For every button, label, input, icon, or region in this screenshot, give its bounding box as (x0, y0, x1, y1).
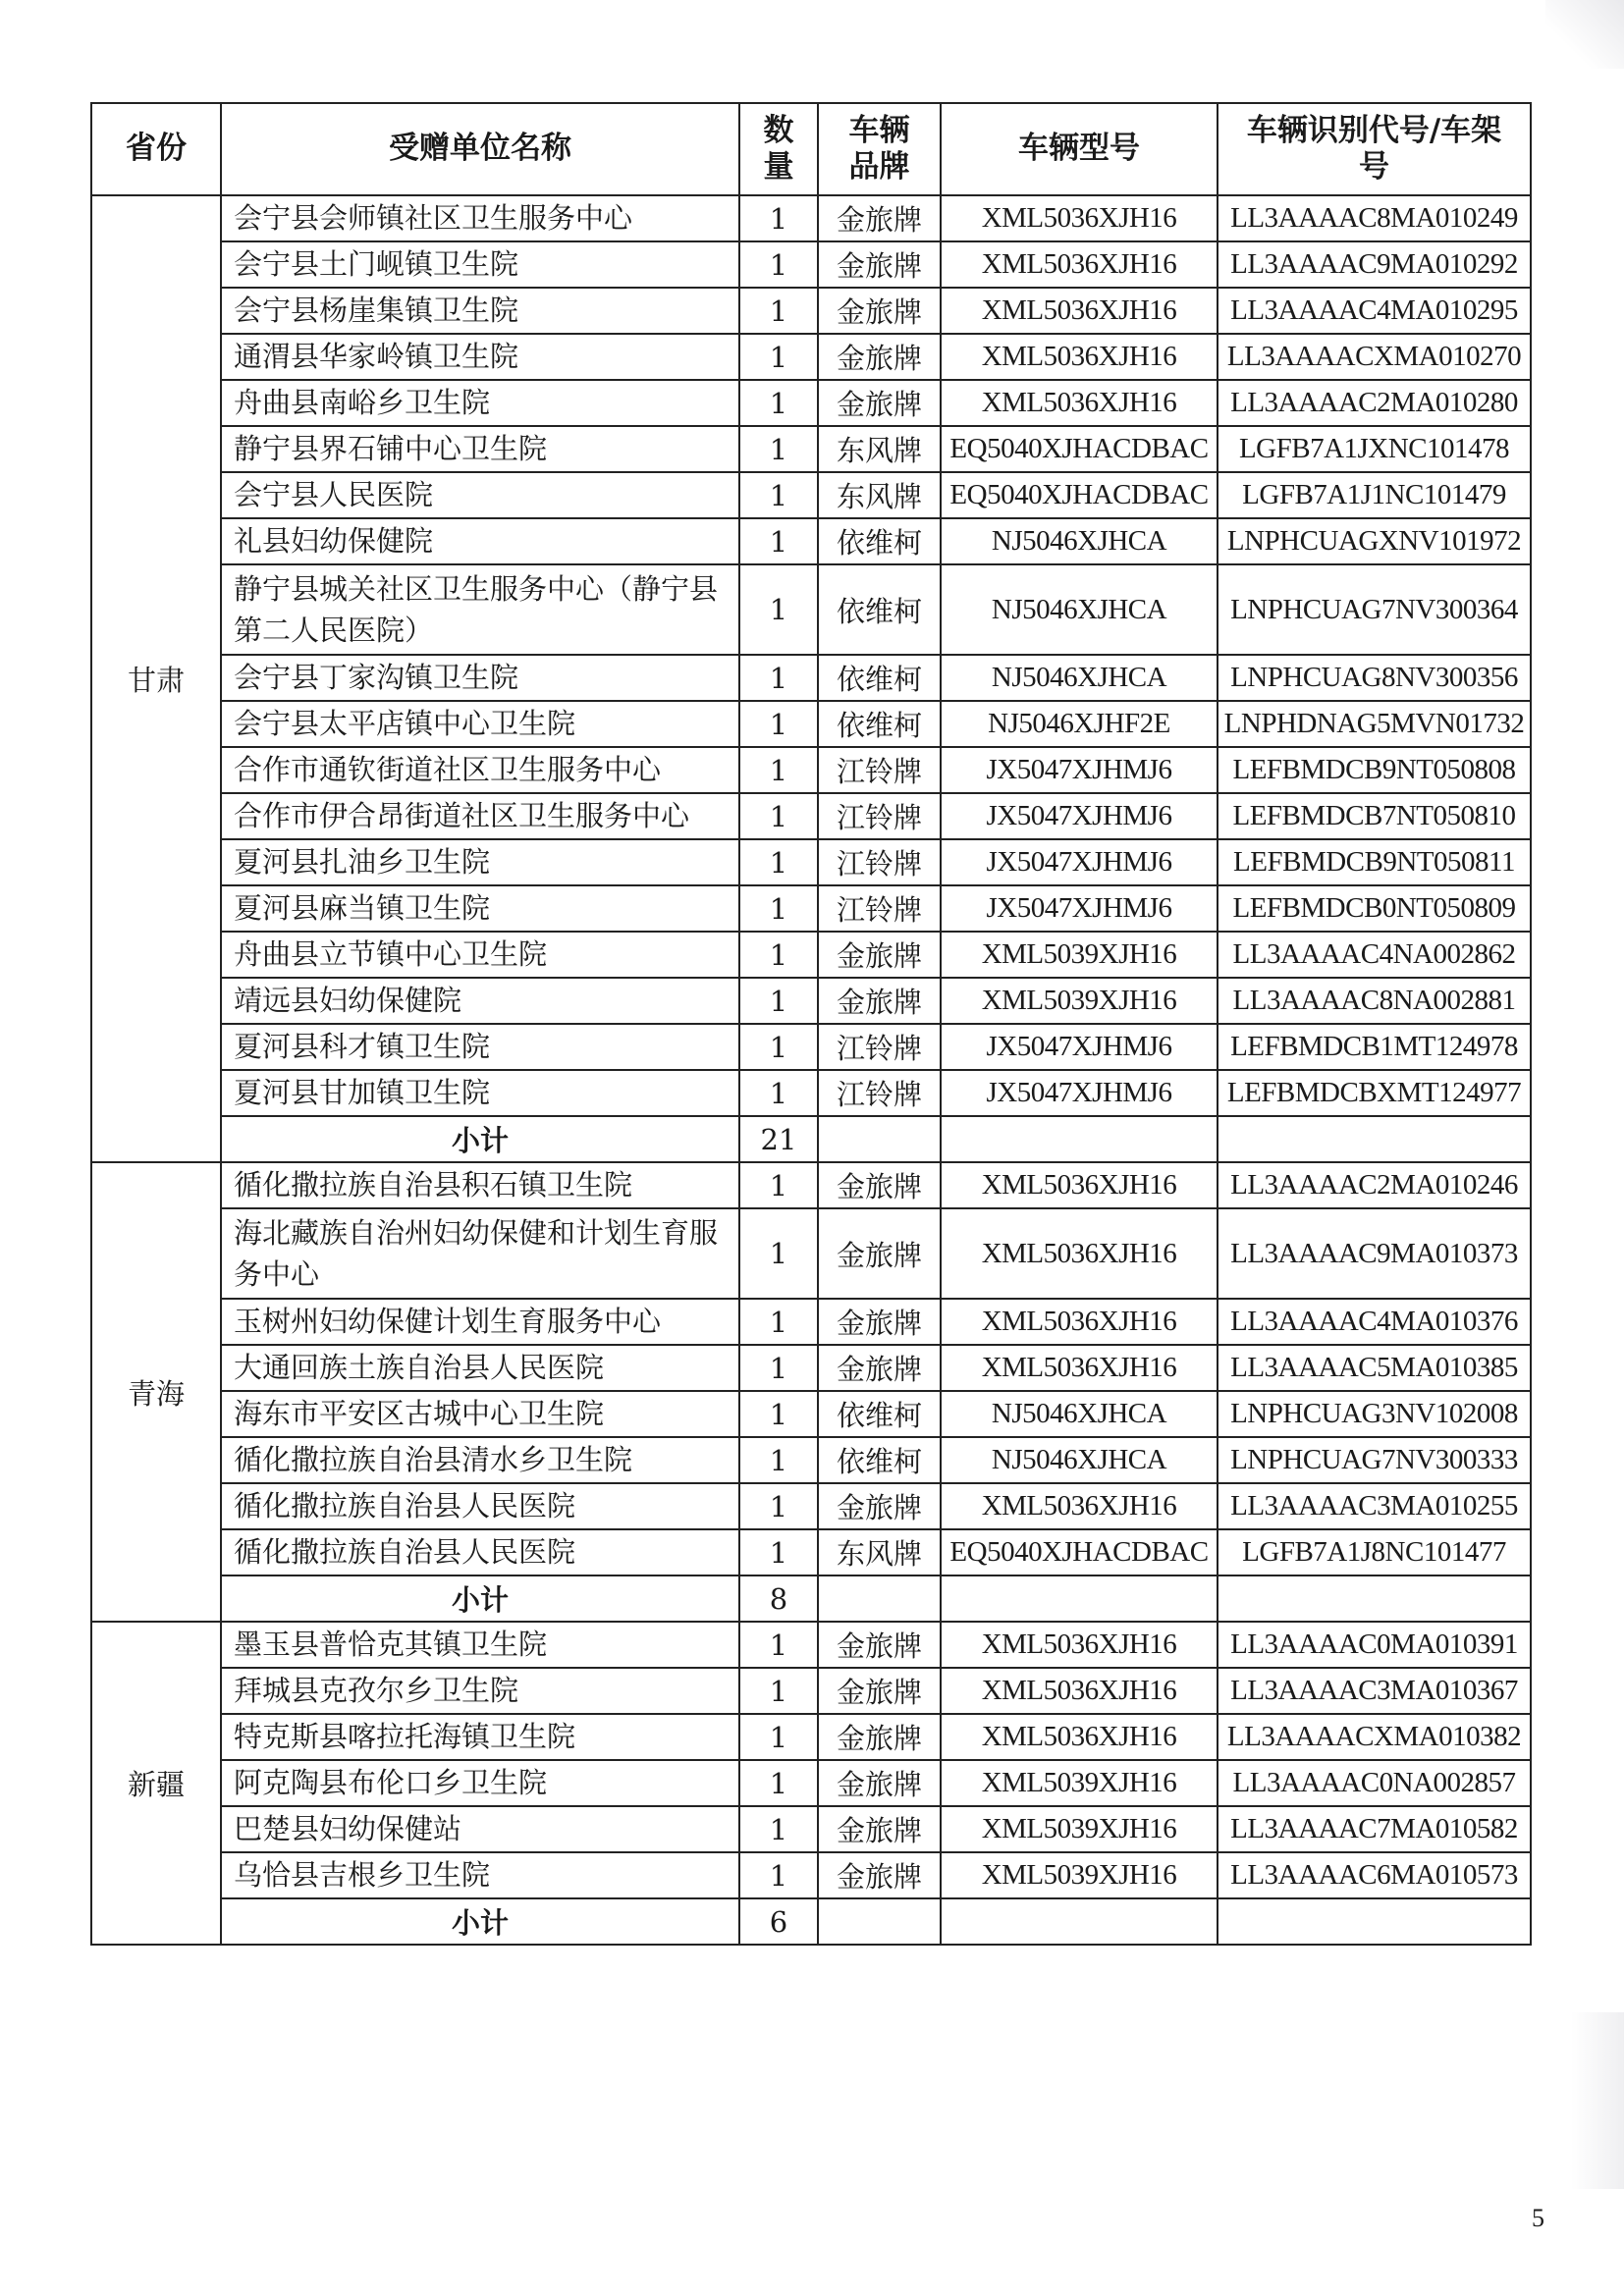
table-row (91, 241, 1531, 288)
vin-cell: LEFBMDCB9NT050811 (1218, 839, 1531, 885)
unit-name-cell: 静宁县城关社区卫生服务中心（静宁县第二人民医院） (221, 564, 739, 655)
vin-cell: LNPHCUAG3NV102008 (1218, 1391, 1531, 1437)
vin-cell: LNPHCUAGXNV101972 (1218, 518, 1531, 564)
brand-cell: 依维柯 (818, 701, 941, 747)
unit-name-cell: 舟曲县立节镇中心卫生院 (221, 932, 739, 978)
unit-name-cell: 礼县妇幼保健院 (221, 518, 739, 564)
vin-cell: LL3AAAAC3MA010367 (1218, 1668, 1531, 1714)
quantity-cell: 1 (739, 195, 818, 241)
model-cell: NJ5046XJHCA (941, 518, 1218, 564)
table-row (91, 1162, 1531, 1208)
empty-cell (1218, 1575, 1531, 1622)
subtotal-row (91, 1116, 1531, 1162)
quantity-cell: 1 (739, 1024, 818, 1070)
table-row (91, 701, 1531, 747)
quantity-cell: 1 (739, 1345, 818, 1391)
unit-name-cell: 乌恰县吉根乡卫生院 (221, 1852, 739, 1898)
quantity-cell: 1 (739, 564, 818, 655)
table-body (91, 195, 1531, 1945)
empty-cell (941, 1898, 1218, 1945)
quantity-cell: 1 (739, 1852, 818, 1898)
brand-cell: 金旅牌 (818, 195, 941, 241)
quantity-cell: 1 (739, 655, 818, 701)
table-row (91, 1806, 1531, 1852)
unit-name-cell: 海东市平安区古城中心卫生院 (221, 1391, 739, 1437)
table-row (91, 518, 1531, 564)
model-cell: NJ5046XJHCA (941, 655, 1218, 701)
empty-cell (818, 1116, 941, 1162)
brand-cell: 江铃牌 (818, 885, 941, 932)
quantity-cell: 1 (739, 334, 818, 380)
brand-cell: 江铃牌 (818, 1024, 941, 1070)
brand-cell: 金旅牌 (818, 1162, 941, 1208)
model-cell: XML5036XJH16 (941, 1622, 1218, 1668)
quantity-cell: 1 (739, 380, 818, 426)
quantity-cell: 1 (739, 1162, 818, 1208)
brand-cell: 金旅牌 (818, 978, 941, 1024)
vin-cell: LL3AAAAC6MA010573 (1218, 1852, 1531, 1898)
quantity-cell: 1 (739, 1483, 818, 1529)
model-cell: JX5047XJHMJ6 (941, 885, 1218, 932)
vin-cell: LL3AAAAC3MA010255 (1218, 1483, 1531, 1529)
unit-name-cell: 大通回族土族自治县人民医院 (221, 1345, 739, 1391)
unit-name-cell: 通渭县华家岭镇卫生院 (221, 334, 739, 380)
table-row (91, 426, 1531, 472)
model-cell: XML5036XJH16 (941, 1668, 1218, 1714)
vin-cell: LGFB7A1J1NC101479 (1218, 472, 1531, 518)
province-cell: 新疆 (91, 1622, 221, 1945)
empty-cell (818, 1575, 941, 1622)
quantity-cell: 1 (739, 1668, 818, 1714)
table-row (91, 932, 1531, 978)
model-cell: XML5036XJH16 (941, 1714, 1218, 1760)
model-cell: XML5036XJH16 (941, 288, 1218, 334)
scan-shadow-bottom (1565, 2012, 1624, 2189)
unit-name-cell: 合作市伊合昂街道社区卫生服务中心 (221, 793, 739, 839)
table-header-row (91, 103, 1531, 195)
table-row (91, 1483, 1531, 1529)
vin-cell: LNPHDNAG5MVN01732 (1218, 701, 1531, 747)
scan-shadow-top (1545, 0, 1624, 69)
model-cell: XML5039XJH16 (941, 1806, 1218, 1852)
brand-cell: 依维柯 (818, 655, 941, 701)
model-cell: NJ5046XJHF2E (941, 701, 1218, 747)
brand-cell: 金旅牌 (818, 1852, 941, 1898)
unit-name-cell: 夏河县科才镇卫生院 (221, 1024, 739, 1070)
vin-cell: LNPHCUAG7NV300333 (1218, 1437, 1531, 1483)
quantity-cell: 1 (739, 1070, 818, 1116)
vin-cell: LL3AAAAC8MA010249 (1218, 195, 1531, 241)
brand-cell: 依维柯 (818, 518, 941, 564)
quantity-cell: 1 (739, 1437, 818, 1483)
vin-cell: LL3AAAAC2MA010280 (1218, 380, 1531, 426)
model-cell: XML5036XJH16 (941, 1162, 1218, 1208)
table-row (91, 1070, 1531, 1116)
model-cell: XML5039XJH16 (941, 978, 1218, 1024)
header-quantity: 数 量 (739, 103, 818, 195)
quantity-cell: 1 (739, 1391, 818, 1437)
header-province: 省份 (91, 103, 221, 195)
quantity-cell: 1 (739, 1208, 818, 1299)
unit-name-cell: 静宁县界石铺中心卫生院 (221, 426, 739, 472)
unit-name-cell: 循化撒拉族自治县清水乡卫生院 (221, 1437, 739, 1483)
model-cell: NJ5046XJHCA (941, 1391, 1218, 1437)
unit-name-cell: 循化撒拉族自治县人民医院 (221, 1529, 739, 1575)
unit-name-cell: 巴楚县妇幼保健站 (221, 1806, 739, 1852)
empty-cell (818, 1898, 941, 1945)
vin-cell: LL3AAAACXMA010270 (1218, 334, 1531, 380)
unit-name-cell: 舟曲县南峪乡卫生院 (221, 380, 739, 426)
quantity-cell: 1 (739, 793, 818, 839)
unit-name-cell: 特克斯县喀拉托海镇卫生院 (221, 1714, 739, 1760)
table-row (91, 885, 1531, 932)
table-row (91, 793, 1531, 839)
brand-cell: 金旅牌 (818, 1714, 941, 1760)
quantity-cell: 1 (739, 426, 818, 472)
vin-cell: LL3AAAAC2MA010246 (1218, 1162, 1531, 1208)
model-cell: JX5047XJHMJ6 (941, 747, 1218, 793)
model-cell: JX5047XJHMJ6 (941, 793, 1218, 839)
unit-name-cell: 玉树州妇幼保健计划生育服务中心 (221, 1299, 739, 1345)
donation-vehicle-table (90, 102, 1532, 1946)
brand-cell: 金旅牌 (818, 1668, 941, 1714)
unit-name-cell: 墨玉县普恰克其镇卫生院 (221, 1622, 739, 1668)
brand-cell: 东风牌 (818, 1529, 941, 1575)
brand-cell: 金旅牌 (818, 380, 941, 426)
vin-cell: LL3AAAAC4MA010295 (1218, 288, 1531, 334)
subtotal-row (91, 1575, 1531, 1622)
unit-name-cell: 会宁县杨崖集镇卫生院 (221, 288, 739, 334)
brand-cell: 江铃牌 (818, 793, 941, 839)
brand-cell: 东风牌 (818, 472, 941, 518)
quantity-cell: 1 (739, 1760, 818, 1806)
brand-cell: 江铃牌 (818, 747, 941, 793)
model-cell: EQ5040XJHACDBAC (941, 426, 1218, 472)
vin-cell: LNPHCUAG8NV300356 (1218, 655, 1531, 701)
vin-cell: LL3AAAAC9MA010373 (1218, 1208, 1531, 1299)
brand-cell: 东风牌 (818, 426, 941, 472)
unit-name-cell: 循化撒拉族自治县人民医院 (221, 1483, 739, 1529)
brand-cell: 金旅牌 (818, 1345, 941, 1391)
brand-cell: 江铃牌 (818, 1070, 941, 1116)
model-cell: XML5036XJH16 (941, 334, 1218, 380)
unit-name-cell: 会宁县土门岘镇卫生院 (221, 241, 739, 288)
table-row (91, 1391, 1531, 1437)
table-row (91, 288, 1531, 334)
quantity-cell: 1 (739, 1714, 818, 1760)
header-model: 车辆型号 (941, 103, 1218, 195)
brand-cell: 金旅牌 (818, 288, 941, 334)
table-row (91, 564, 1531, 655)
subtotal-value: 21 (739, 1116, 818, 1162)
model-cell: XML5039XJH16 (941, 932, 1218, 978)
subtotal-label: 小计 (221, 1898, 739, 1945)
table-row (91, 380, 1531, 426)
table-row (91, 1714, 1531, 1760)
vin-cell: LEFBMDCB1MT124978 (1218, 1024, 1531, 1070)
vin-cell: LGFB7A1JXNC101478 (1218, 426, 1531, 472)
model-cell: XML5036XJH16 (941, 1483, 1218, 1529)
model-cell: JX5047XJHMJ6 (941, 1070, 1218, 1116)
model-cell: XML5036XJH16 (941, 241, 1218, 288)
header-unit-name: 受赠单位名称 (221, 103, 739, 195)
province-cell: 青海 (91, 1162, 221, 1622)
table-row (91, 1760, 1531, 1806)
table-row (91, 1852, 1531, 1898)
table-row (91, 978, 1531, 1024)
vin-cell: LL3AAAAC8NA002881 (1218, 978, 1531, 1024)
province-cell: 甘肃 (91, 195, 221, 1162)
brand-cell: 江铃牌 (818, 839, 941, 885)
vin-cell: LEFBMDCB7NT050810 (1218, 793, 1531, 839)
unit-name-cell: 循化撒拉族自治县积石镇卫生院 (221, 1162, 739, 1208)
table-row (91, 472, 1531, 518)
brand-cell: 金旅牌 (818, 241, 941, 288)
unit-name-cell: 拜城县克孜尔乡卫生院 (221, 1668, 739, 1714)
subtotal-value: 6 (739, 1898, 818, 1945)
quantity-cell: 1 (739, 472, 818, 518)
table-row (91, 1345, 1531, 1391)
model-cell: EQ5040XJHACDBAC (941, 472, 1218, 518)
empty-cell (941, 1116, 1218, 1162)
quantity-cell: 1 (739, 1529, 818, 1575)
brand-cell: 依维柯 (818, 1391, 941, 1437)
header-vin: 车辆识别代号/车架 号 (1218, 103, 1531, 195)
quantity-cell: 1 (739, 518, 818, 564)
quantity-cell: 1 (739, 885, 818, 932)
vin-cell: LGFB7A1J8NC101477 (1218, 1529, 1531, 1575)
model-cell: JX5047XJHMJ6 (941, 1024, 1218, 1070)
page-number: 5 (1532, 2204, 1544, 2232)
quantity-cell: 1 (739, 701, 818, 747)
unit-name-cell: 合作市通钦街道社区卫生服务中心 (221, 747, 739, 793)
table-row (91, 1622, 1531, 1668)
model-cell: XML5036XJH16 (941, 1345, 1218, 1391)
unit-name-cell: 夏河县甘加镇卫生院 (221, 1070, 739, 1116)
brand-cell: 金旅牌 (818, 1483, 941, 1529)
quantity-cell: 1 (739, 839, 818, 885)
vin-cell: LEFBMDCBXMT124977 (1218, 1070, 1531, 1116)
brand-cell: 依维柯 (818, 564, 941, 655)
brand-cell: 金旅牌 (818, 1806, 941, 1852)
quantity-cell: 1 (739, 932, 818, 978)
model-cell: JX5047XJHMJ6 (941, 839, 1218, 885)
unit-name-cell: 会宁县丁家沟镇卫生院 (221, 655, 739, 701)
vin-cell: LEFBMDCB9NT050808 (1218, 747, 1531, 793)
vin-cell: LL3AAAAC0MA010391 (1218, 1622, 1531, 1668)
brand-cell: 金旅牌 (818, 1622, 941, 1668)
unit-name-cell: 夏河县麻当镇卫生院 (221, 885, 739, 932)
table-row (91, 1299, 1531, 1345)
vin-cell: LL3AAAAC7MA010582 (1218, 1806, 1531, 1852)
table-row (91, 839, 1531, 885)
model-cell: XML5039XJH16 (941, 1760, 1218, 1806)
empty-cell (1218, 1116, 1531, 1162)
model-cell: XML5036XJH16 (941, 380, 1218, 426)
unit-name-cell: 夏河县扎油乡卫生院 (221, 839, 739, 885)
model-cell: XML5036XJH16 (941, 195, 1218, 241)
brand-cell: 依维柯 (818, 1437, 941, 1483)
quantity-cell: 1 (739, 288, 818, 334)
model-cell: NJ5046XJHCA (941, 1437, 1218, 1483)
model-cell: NJ5046XJHCA (941, 564, 1218, 655)
vin-cell: LL3AAAAC5MA010385 (1218, 1345, 1531, 1391)
vin-cell: LNPHCUAG7NV300364 (1218, 564, 1531, 655)
table-row (91, 747, 1531, 793)
brand-cell: 金旅牌 (818, 334, 941, 380)
vin-cell: LL3AAAAC9MA010292 (1218, 241, 1531, 288)
quantity-cell: 1 (739, 241, 818, 288)
brand-cell: 金旅牌 (818, 932, 941, 978)
unit-name-cell: 会宁县会师镇社区卫生服务中心 (221, 195, 739, 241)
table-row (91, 1668, 1531, 1714)
unit-name-cell: 海北藏族自治州妇幼保健和计划生育服务中心 (221, 1208, 739, 1299)
model-cell: XML5036XJH16 (941, 1208, 1218, 1299)
quantity-cell: 1 (739, 1806, 818, 1852)
table-row (91, 334, 1531, 380)
empty-cell (941, 1575, 1218, 1622)
quantity-cell: 1 (739, 747, 818, 793)
subtotal-label: 小计 (221, 1575, 739, 1622)
quantity-cell: 1 (739, 978, 818, 1024)
vin-cell: LL3AAAACXMA010382 (1218, 1714, 1531, 1760)
quantity-cell: 1 (739, 1622, 818, 1668)
table-row (91, 655, 1531, 701)
subtotal-value: 8 (739, 1575, 818, 1622)
table-row (91, 1024, 1531, 1070)
table-row (91, 1529, 1531, 1575)
table-row (91, 1208, 1531, 1299)
brand-cell: 金旅牌 (818, 1760, 941, 1806)
unit-name-cell: 会宁县人民医院 (221, 472, 739, 518)
model-cell: XML5039XJH16 (941, 1852, 1218, 1898)
table-row (91, 1437, 1531, 1483)
model-cell: XML5036XJH16 (941, 1299, 1218, 1345)
empty-cell (1218, 1898, 1531, 1945)
vin-cell: LEFBMDCB0NT050809 (1218, 885, 1531, 932)
quantity-cell: 1 (739, 1299, 818, 1345)
header-brand: 车辆 品牌 (818, 103, 941, 195)
vin-cell: LL3AAAAC4MA010376 (1218, 1299, 1531, 1345)
vin-cell: LL3AAAAC4NA002862 (1218, 932, 1531, 978)
brand-cell: 金旅牌 (818, 1208, 941, 1299)
subtotal-row (91, 1898, 1531, 1945)
unit-name-cell: 会宁县太平店镇中心卫生院 (221, 701, 739, 747)
subtotal-label: 小计 (221, 1116, 739, 1162)
unit-name-cell: 阿克陶县布伦口乡卫生院 (221, 1760, 739, 1806)
model-cell: EQ5040XJHACDBAC (941, 1529, 1218, 1575)
vin-cell: LL3AAAAC0NA002857 (1218, 1760, 1531, 1806)
table-row (91, 195, 1531, 241)
brand-cell: 金旅牌 (818, 1299, 941, 1345)
unit-name-cell: 靖远县妇幼保健院 (221, 978, 739, 1024)
